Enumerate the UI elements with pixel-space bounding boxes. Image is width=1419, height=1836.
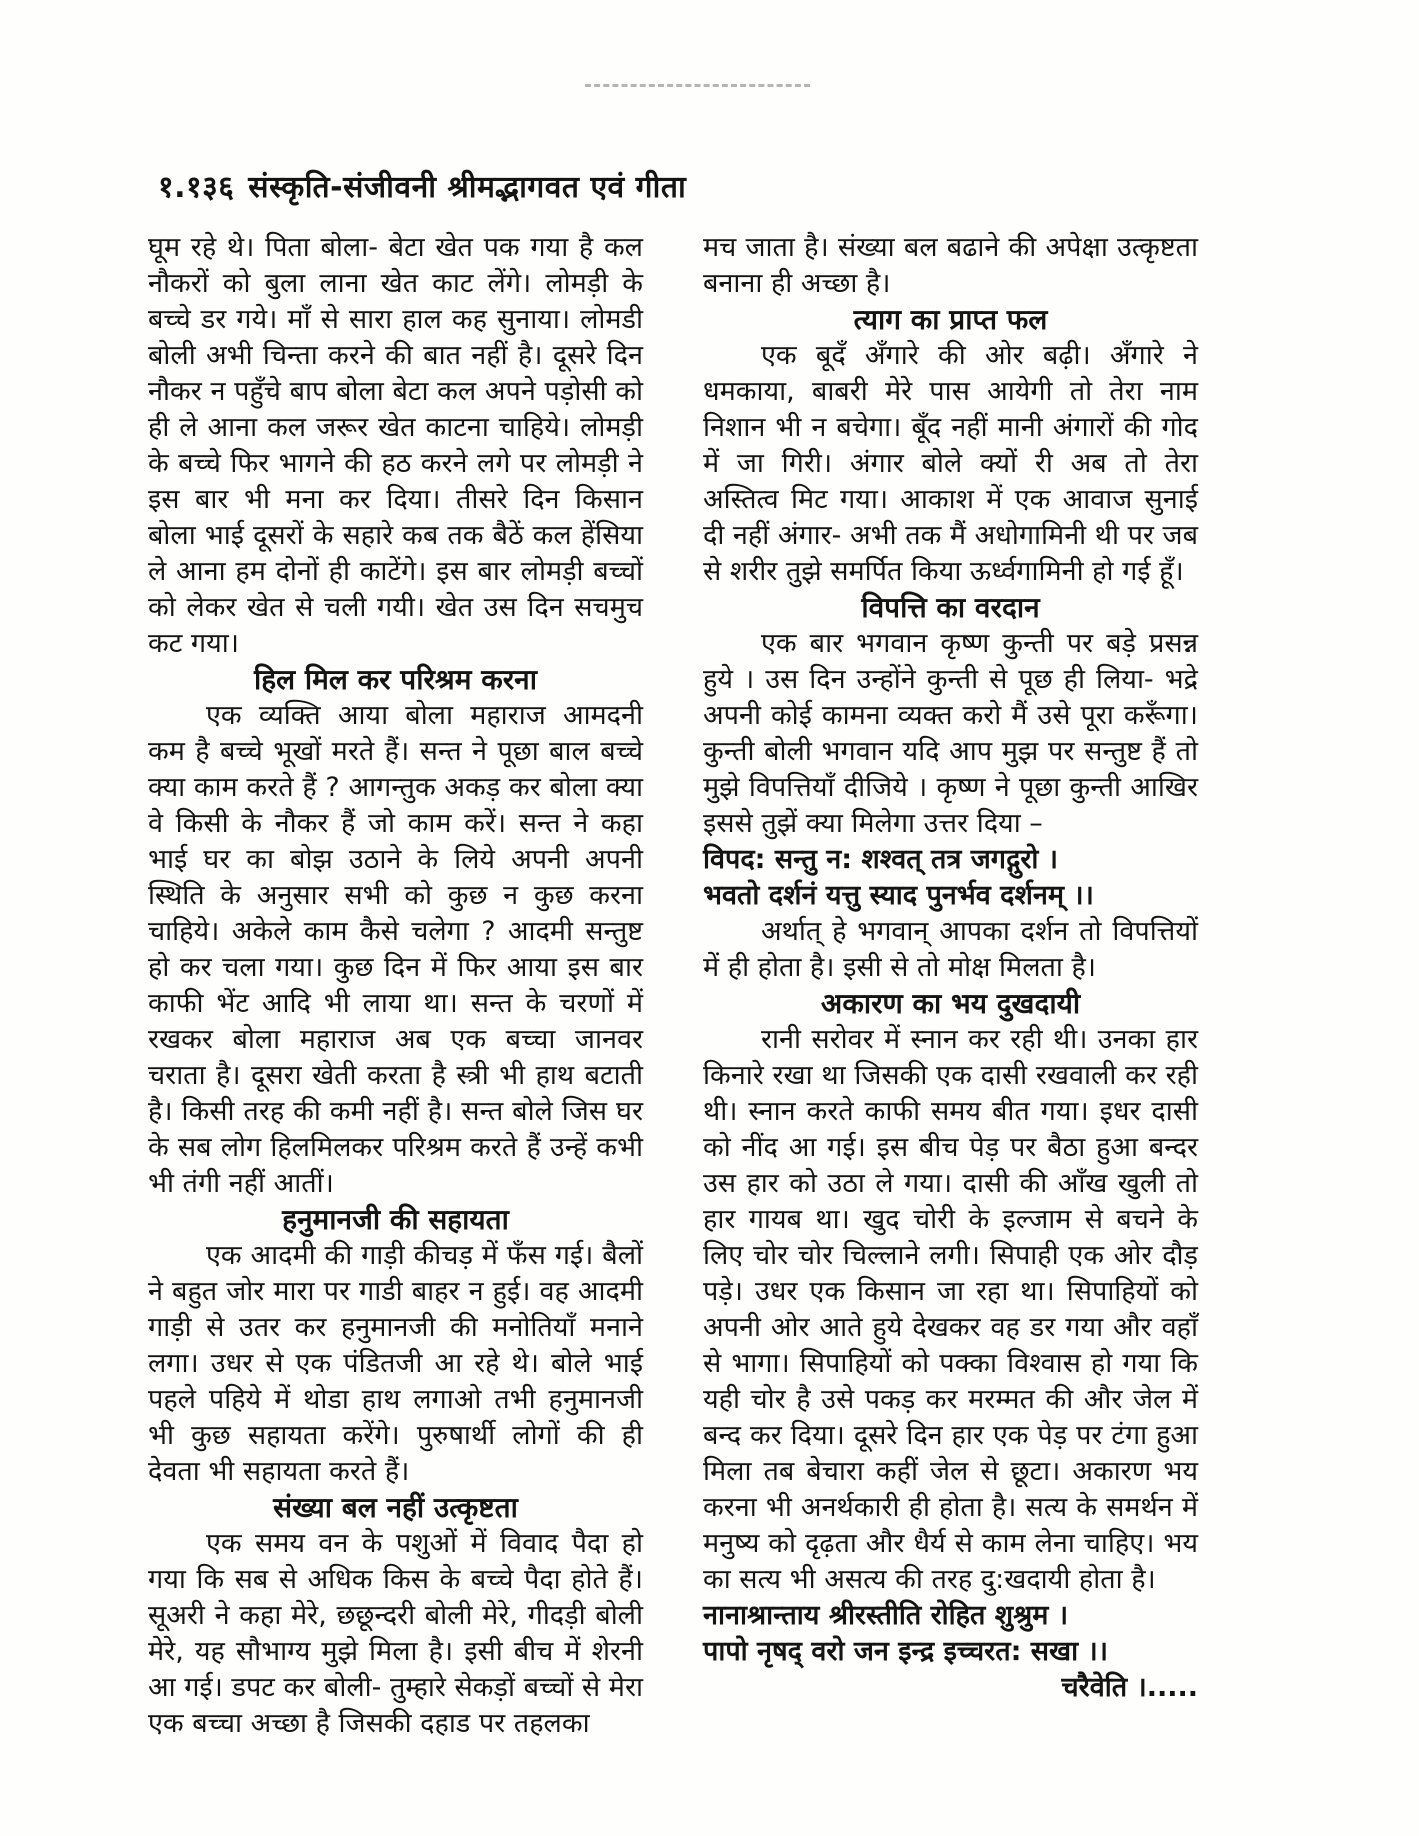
right-column-shloka-10: नानाश्रान्ताय श्रीरस्तीति रोहित शुश्रुम । xyxy=(703,1600,1069,1631)
right-column-shloka-11: पापो नृषद् वरो जन इन्द्र इच्चरत: सखा ।। xyxy=(703,1636,1108,1667)
right-column-shloka-6: भवतो दर्शनं यत्तु स्याद पुनर्भव दर्शनम् ।। xyxy=(703,880,1094,911)
left-column-para-6: एक समय वन के पशुओं में विवाद पैदा हो गया कि सब से अधिक किस के बच्चे पैदा होते हैं। सूअरी ने कहा मेरे, छछून्दरी बोली मेरे, गीदड़ी बोली मेरे, यह सौभाग्य मुझे मिला है। इसी बीच में शेरनी आ गई। डपट कर बोली- तुम्हारे सेकड़ों बच्चों से मेरा एक बच्चा अच्छा है जिसकी दहाड पर तहलका xyxy=(148,1528,643,1739)
right-column-shloka-5: विपद: सन्तु न: शश्वत् तत्र जगद्गुरो । xyxy=(703,844,1059,875)
left-column-heading-3: हनुमानजी की सहायता xyxy=(282,1203,509,1236)
right-column-para-0: मच जाता है। संख्या बल बढाने की अपेक्षा उत्कृष्टता बनाना ही अच्छा है। xyxy=(703,232,1198,299)
right-column-heading-3: विपत्ति का वरदान xyxy=(861,591,1040,624)
left-column-para-2: एक व्यक्ति आया बोला महाराज आमदनी कम है बच्चे भूखों मरते हैं। सन्त ने पूछा बाल बच्चे क्या काम करते हैं ? आगन्तुक अकड़ कर बोला क्या वे किसी के नौकर हैं जो काम करें। सन्त ने कहा भाई घर का बोझ उठाने के लिये अपनी अपनी स्थिति के अनुसार सभी को कुछ न कुछ करना चाहिये। अकेले काम कैसे चलेगा ? आदमी सन्तुष्ट हो कर चला गया। कुछ दिन में फिर आया इस बार काफी भेंट आदि भी लाया था। सन्त के चरणों में रखकर बोला महाराज अब एक बच्चा जानवर चराता है। दूसरा खेती करता है स्त्री भी हाथ बटाती है। किसी तरह की कमी नहीं है। सन्त बोले जिस घर के सब लोग हिलमिलकर परिश्रम करते हैं उन्हें कभी भी तंगी नहीं आतीं। xyxy=(148,700,643,1199)
right-column-para-4: एक बार भगवान कृष्ण कुन्ती पर बड़े प्रसन्न हुये । उस दिन उन्होंने कुन्ती से पूछ ही लिया- भद्रे अपनी कोई कामना व्यक्त करो मैं उसे पूरा करूँगा। कुन्ती बोली भगवान यदि आप मुझ पर सन्तुष्ट हैं तो मुझे विपत्तियाँ दीजिये । कृष्ण ने पूछा कुन्ती आखिर इससे तुझें क्या मिलेगा उत्तर दिया – xyxy=(703,628,1198,839)
text-columns xyxy=(148,230,1198,1742)
right-column-heading-8: अकारण का भय दुखदायी xyxy=(820,987,1081,1020)
page-header xyxy=(158,165,686,206)
left-column xyxy=(148,230,643,1742)
right-column xyxy=(703,230,1198,1706)
page-number: १.१३६ xyxy=(158,170,235,205)
right-column-para-7: अर्थात् हे भगवान् आपका दर्शन तो विपत्तियों में ही होता है। इसी से तो मोक्ष मिलता है। xyxy=(703,916,1198,983)
left-column-heading-1: हिल मिल कर परिश्रम करना xyxy=(254,663,537,696)
left-column-para-0: घूम रहे थे। पिता बोला- बेटा खेत पक गया है कल नौकरों को बुला लाना खेत काट लेंगे। लोमड़ी के बच्चे डर गये। माँ से सारा हाल कह सुनाया। लोमडी बोली अभी चिन्ता करने की बात नहीं है। दूसरे दिन नौकर न पहुँचे बाप बोला बेटा कल अपने पड़ोसी को ही ले आना कल जरूर खेत काटना चाहिये। लोमड़ी के बच्चे फिर भागने की हठ करने लगे पर लोमड़ी ने इस बार भी मना कर दिया। तीसरे दिन किसान बोला भाई दूसरों के सहारे कब तक बैठें कल हेंसिया ले आना हम दोनों ही काटेंगे। इस बार लोमड़ी बच्चों को लेकर खेत से चली गयी। खेत उस दिन सचमुच कट गया। xyxy=(148,232,643,659)
right-column-para-2: एक बूदँ अँगारे की ओर बढ़ी। अँगारे ने धमकाया, बाबरी मेरे पास आयेगी तो तेरा नाम निशान भी न बचेगा। बूँद नहीं मानी अंगारों की गोद में जा गिरी। अंगार बोले क्यों री अब तो तेरा अस्तित्व मिट गया। आकाश में एक आवाज सुनाई दी नहीं अंगार- अभी तक मैं अधोगामिनी थी पर जब से शरीर तुझे समर्पित किया ऊर्ध्वगामिनी हो गई हूँ। xyxy=(703,340,1198,587)
left-column-para-4: एक आदमी की गाड़ी कीचड़ में फँस गई। बैलों ने बहुत जोर मारा पर गाडी बाहर न हुई। वह आदमी गाड़ी से उतर कर हनुमानजी की मनोतियाँ मनाने लगा। उधर से एक पंडितजी आ रहे थे। बोले भाई पहले पहिये में थोडा हाथ लगाओ तभी हनुमानजी भी कुछ सहायता करेंगे। पुरुषार्थी लोगों की ही देवता भी सहायता करते हैं। xyxy=(148,1240,643,1487)
left-column-heading-5: संख्या बल नहीं उत्कृष्टता xyxy=(273,1491,518,1524)
right-column-heading-1: त्याग का प्राप्त फल xyxy=(853,303,1048,336)
book-title: संस्कृति-संजीवनी श्रीमद्भागवत एवं गीता xyxy=(248,170,687,205)
right-column-signoff-12: चरैवेति ।..... xyxy=(1061,1672,1198,1703)
right-column-para-9: रानी सरोवर में स्नान कर रही थी। उनका हार किनारे रखा था जिसकी एक दासी रखवाली कर रही थी। स्नान करते काफी समय बीत गया। इधर दासी को नींद आ गई। इस बीच पेड़ पर बैठा हुआ बन्दर उस हार को उठा ले गया। दासी की आँख खुली तो हार गायब था। खुद चोरी के इल्जाम से बचने के लिए चोर चोर चिल्लाने लगी। सिपाही एक ओर दौड़ पड़े। उधर एक किसान जा रहा था। सिपाहियों को अपनी ओर आते हुये देखकर वह डर गया और वहाँ से भागा। सिपाहियों को पक्का विश्वास हो गया कि यही चोर है उसे पकड़ कर मरम्मत की और जेल में बन्द कर दिया। दूसरे दिन हार एक पेड़ पर टंगा हुआ मिला तब बेचारा कहीं जेल से छूटा। अकारण भय करना भी अनर्थकारी ही होता है। सत्य के समर्थन में मनुष्य को दृढ़ता और धैर्य से काम लेना चाहिए। भय का सत्य भी असत्य की तरह दु:खदायी होता है। xyxy=(703,1024,1198,1595)
scan-artifact-dashes xyxy=(585,84,810,87)
